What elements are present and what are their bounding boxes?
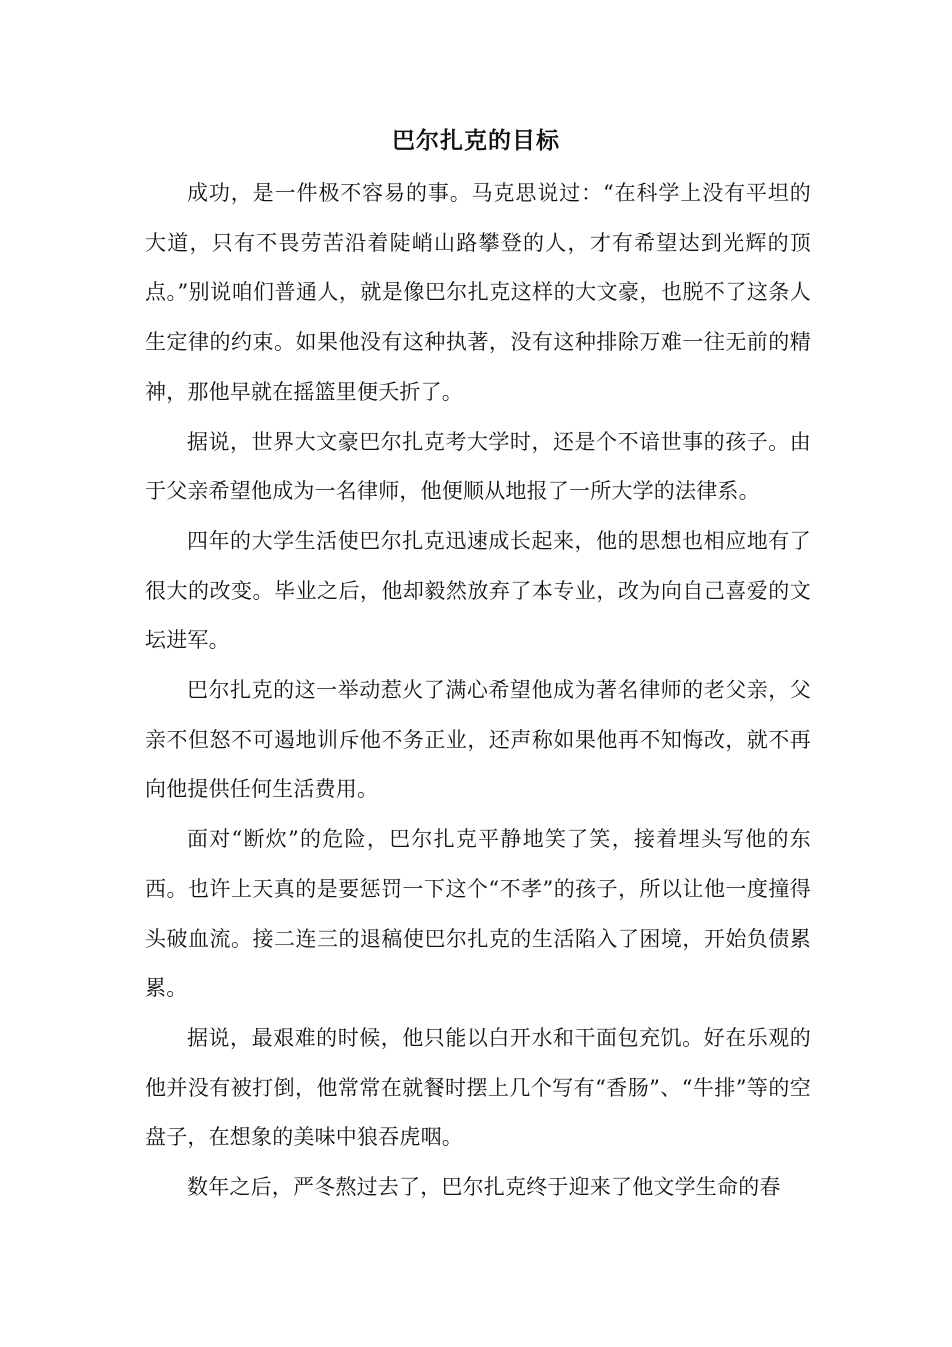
paragraph-5: 面对“断炊”的危险，巴尔扎克平静地笑了笑，接着埋头写他的东西。也许上天真的是要惩罚一下这个“不孝”的孩子，所以让他一度撞得头破血流。接二连三的退稿使巴尔扎克的生活陷入了困境，开始负债累累。 — [145, 827, 811, 1001]
paragraph-4: 巴尔扎克的这一举动惹火了满心希望他成为著名律师的老父亲，父亲不但怒不可遏地训斥他不务正业，还声称如果他再不知悔改，就不再向他提供任何生活费用。 — [145, 678, 811, 802]
document-title: 巴尔扎克的目标 — [392, 127, 560, 154]
paragraph-7: 数年之后，严冬熬过去了，巴尔扎克终于迎来了他文学生命的春 — [187, 1175, 781, 1200]
paragraph-2: 据说，世界大文豪巴尔扎克考大学时，还是个不谙世事的孩子。由于父亲希望他成为一名律师，他便顺从地报了一所大学的法律系。 — [145, 429, 811, 504]
paragraph-3: 四年的大学生活使巴尔扎克迅速成长起来，他的思想也相应地有了很大的改变。毕业之后，他却毅然放弃了本专业，改为向自己喜爱的文坛进军。 — [145, 528, 811, 653]
document-body — [145, 169, 811, 1213]
paragraph-1: 成功，是一件极不容易的事。马克思说过：“在科学上没有平坦的大道，只有不畏劳苦沿着陡峭山路攀登的人，才有希望达到光辉的顶点。”别说咱们普通人，就是像巴尔扎克这样的大文豪，也脱不了这条人生定律的约束。如果他没有这种执著，没有这种排除万难一往无前的精神，那他早就在摇篮里便夭折了。 — [145, 181, 811, 404]
paragraph-6: 据说，最艰难的时候，他只能以白开水和干面包充饥。好在乐观的他并没有被打倒，他常常在就餐时摆上几个写有“香肠”、“牛排”等的空盘子，在想象的美味中狼吞虎咽。 — [145, 1025, 811, 1150]
